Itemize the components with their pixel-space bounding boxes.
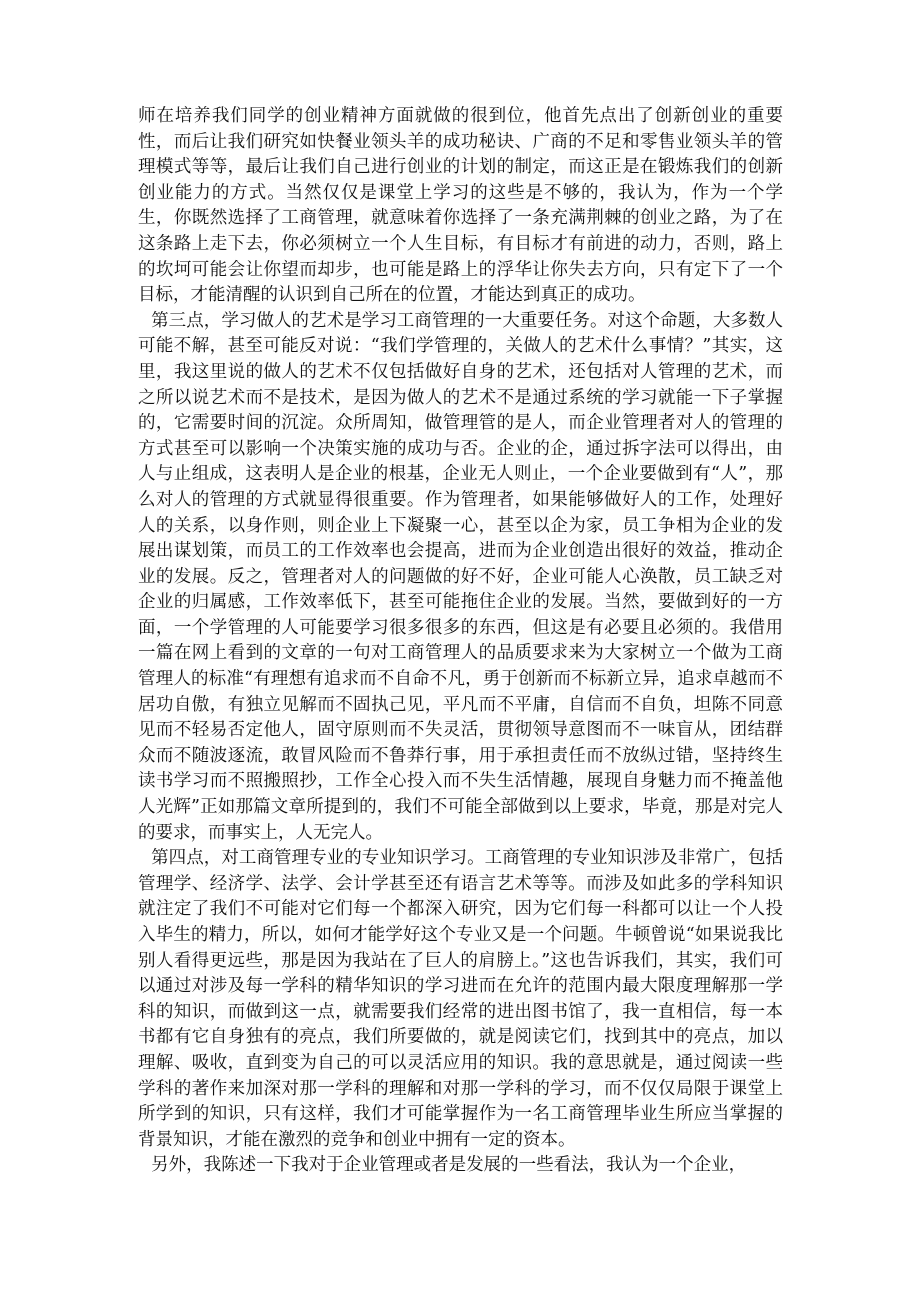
paragraph-additional-views: 另外，我陈述一下我对于企业管理或者是发展的一些看法，我认为一个企业， (151, 1155, 747, 1176)
paragraph-continuation: 师在培养我们同学的创业精神方面就做的很到位，他首先点出了创新创业的重要性，而后让我们研究如快餐业领头羊的成功秘诀、广商的不足和零售业领头羊的管理模式等等，最后让我们自己进行创业的计划的制定，而这正是在锻炼我们的创新创业能力的方式。当然仅仅是课堂上学习的这些是不够的，我认为，作为一个学生，你既然选择了工商管理，就意味着你选择了一条充满荆棘的创业之路，为了在这条路上走下去，你必须树立一个人生目标，有目标才有前进的动力，否则，路上的坎坷可能会让你望而却步，也可能是路上的浮华让你失去方向，只有定下了一个目标，才能清醒的认识到自己所在的位置，才能达到真正的成功。 (138, 106, 783, 306)
paragraph-point-three: 第三点，学习做人的艺术是学习工商管理的一大重要任务。对这个命题，大多数人可能不解，甚至可能反对说：“我们学管理的，关做人的艺术什么事情？”其实，这里，我这里说的做人的艺术不仅包括做好自身的艺术，还包括对人管理的艺术，而之所以说艺术而不是技术，是因为做人的艺术不是通过系统的学习就能一下子掌握的，它需要时间的沉淀。众所周知，做管理管的是人，而企业管理者对人的管理的方式甚至可以影响一个决策实施的成功与否。企业的企，通过拆字法可以得出，由人与止组成，这表明人是企业的根基，企业无人则止，一个企业要做到有“人”，那么对人的管理的方式就显得很重要。作为管理者，如果能够做好人的工作，处理好人的关系，以身作则，则企业上下凝聚一心，甚至以企为家，员工争相为企业的发展出谋划策，而员工的工作效率也会提高，进而为企业创造出很好的效益，推动企业的发展。反之，管理者对人的问题做的好不好，企业可能人心涣散，员工缺乏对企业的归属感，工作效率低下，甚至可能拖住企业的发展。当然，要做到好的一方面，一个学管理的人可能要学习很多很多的东西，但这是有必要且必须的。我借用一篇在网上看到的文章的一句对工商管理人的品质要求来为大家树立一个做为工商管理人的标准“有理想有追求而不自命不凡，勇于创新而不标新立异，追求卓越而不居功自傲，有独立见解而不固执己见，平凡而不平庸，自信而不自负，坦陈不同意见而不轻易否定他人，固守原则而不失灵活，贯彻领导意图而不一味盲从，团结群众而不随波逐流，敢冒风险而不鲁莽行事，用于承担责任而不放纵过错，坚持终生读书学习而不照搬照抄，工作全心投入而不失生活情趣，展现自身魅力而不掩盖他人光辉”正如那篇文章所提到的，我们不可能全部做到以上要求，毕竟，那是对完人的要求，而事实上，人无完人。 (138, 310, 783, 843)
paragraph-point-four: 第四点，对工商管理专业的专业知识学习。工商管理的专业知识涉及非常广，包括管理学、经济学、法学、会计学甚至还有语言艺术等等。而涉及如此多的学科知识就注定了我们不可能对它们每一个都深入研究，因为它们每一科都可以让一个人投入毕生的精力，所以，如何才能学好这个专业又是一个问题。牛顿曾说“如果说我比别人看得更远些，那是因为我站在了巨人的肩膀上。”这也告诉我们，其实，我们可以通过对涉及每一学科的精华知识的学习进而在允许的范围内最大限度理解那一学科的知识，而做到这一点，就需要我们经常的进出图书馆了，我一直相信，每一本书都有它自身独有的亮点，我们所要做的，就是阅读它们，找到其中的亮点，加以理解、吸收，直到变为自己的可以灵活应用的知识。我的意思就是，通过阅读一些学科的著作来加深对那一学科的理解和对那一学科的学习，而不仅仅局限于课堂上所学到的知识，只有这样，我们才可能掌握作为一名工商管理毕业生所应当掌握的背景知识，才能在激烈的竞争和创业中拥有一定的资本。 (138, 848, 783, 1150)
document-page (138, 104, 783, 1179)
